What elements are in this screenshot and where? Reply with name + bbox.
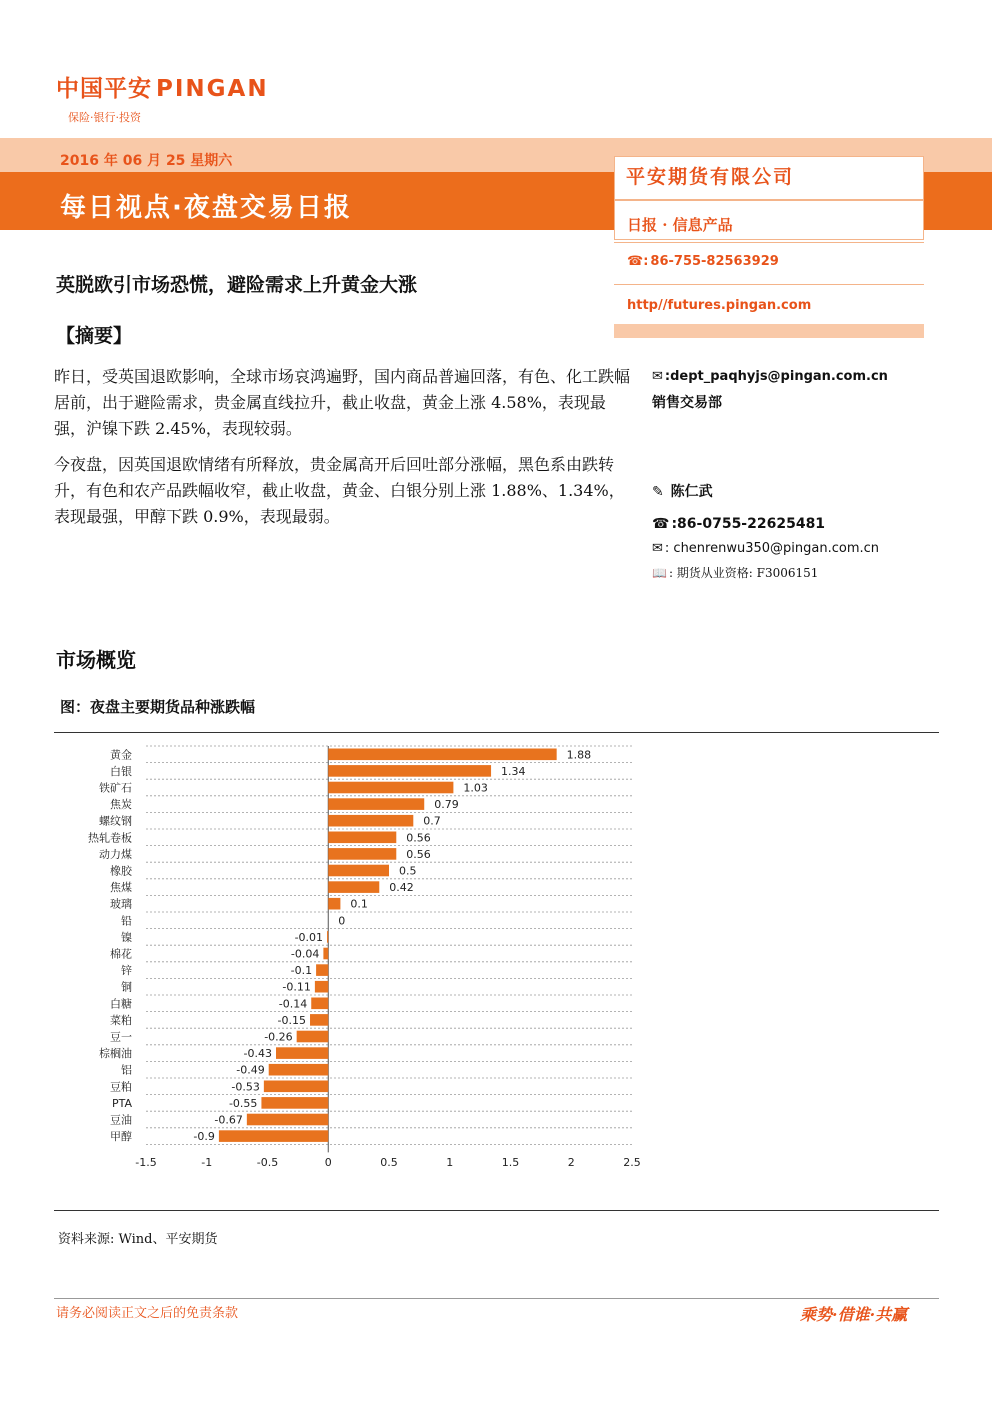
category-label: 棕榈油	[99, 1047, 132, 1061]
category-label: 铜	[121, 980, 132, 994]
analyst-phone	[652, 516, 825, 532]
chart-bar	[323, 948, 328, 960]
figure-rule-top	[54, 732, 939, 733]
data-label: -0.15	[277, 1013, 307, 1027]
envelope-icon: ✉	[652, 369, 663, 384]
chart-bar	[328, 898, 340, 910]
abstract-paragraph-1: 昨日，受英国退欧影响，全球市场哀鸿遍野，国内商品普遍回落，有色、化工跌幅居前，出于避险需求，贵金属直线拉升，截止收盘，黄金上涨 4.58%，表现最强，沪镍下跌 2.45%，表现较弱。	[54, 367, 631, 438]
tick-label: 1.5	[501, 1156, 520, 1169]
data-label: 1.03	[463, 781, 488, 795]
category-label: 白银	[110, 764, 132, 778]
company-name: 平安期货有限公司	[626, 166, 795, 188]
data-label: -0.43	[243, 1047, 273, 1061]
chart-bar	[269, 1064, 329, 1076]
analyst-email-text: : chenrenwu350@pingan.com.cn	[664, 541, 879, 556]
chart-bar	[328, 782, 453, 794]
category-label: 橡胶	[110, 864, 132, 878]
company-phone	[627, 254, 779, 269]
category-label: 黄金	[110, 748, 132, 762]
category-label: 菜粕	[110, 1013, 132, 1027]
data-label: 1.88	[566, 748, 592, 762]
divider	[614, 242, 924, 243]
slogan: 乘势·借谁·共赢	[800, 1305, 908, 1324]
data-label: 0.1	[350, 897, 368, 911]
tick-label: 1	[446, 1156, 454, 1169]
divider-band	[614, 324, 924, 338]
tick-label: 2	[567, 1156, 575, 1169]
category-label: 豆油	[110, 1113, 132, 1127]
chart-bar	[264, 1081, 328, 1093]
chart-bar	[311, 998, 328, 1010]
chart-bar	[310, 1014, 328, 1026]
data-label: -0.26	[264, 1030, 293, 1044]
envelope-icon: ✉	[652, 541, 663, 556]
category-label: 动力煤	[99, 847, 132, 861]
chart-bar	[327, 931, 328, 943]
category-label: 螺纹钢	[99, 814, 132, 828]
analyst-license	[652, 564, 818, 581]
tick-label: -1	[201, 1156, 213, 1169]
divider	[614, 284, 924, 285]
data-label: -0.49	[236, 1063, 265, 1077]
category-label: 甲醇	[110, 1130, 132, 1144]
chart-bar	[297, 1031, 329, 1043]
data-label: 0.56	[406, 831, 431, 845]
chart-bar	[316, 964, 328, 976]
analyst-email[interactable]	[652, 541, 879, 556]
data-label: 0.5	[399, 864, 417, 878]
category-label: 热轧卷板	[88, 831, 132, 845]
book-icon: 📖	[652, 566, 667, 580]
chart-bar	[328, 749, 556, 761]
dept-email-text: :dept_paqhyjs@pingan.com.cn	[664, 369, 888, 384]
chart-bar	[328, 798, 424, 810]
headline: 英脱欧引市场恐慌，避险需求上升黄金大涨	[56, 274, 418, 296]
category-label: 焦煤	[110, 881, 132, 895]
category-label: 玻璃	[110, 897, 132, 911]
data-label: 0.7	[423, 814, 441, 828]
chart-bar	[247, 1114, 328, 1126]
figure-title: 图：夜盘主要期货品种涨跌幅	[60, 698, 256, 716]
data-label: -0.9	[193, 1130, 215, 1144]
chart-bar	[328, 865, 389, 877]
disclaimer-link[interactable]: 请务必阅读正文之后的免责条款	[56, 1306, 239, 1321]
source-note: 资料来源: Wind、平安期货	[58, 1232, 218, 1247]
chart-svg	[54, 734, 939, 1208]
data-label: 0.79	[434, 798, 459, 812]
logo-en: PINGAN	[156, 76, 269, 102]
data-label: -0.14	[278, 997, 308, 1011]
tick-label: 0	[324, 1156, 332, 1169]
analyst-license-text: : 期货从业资格: F3006151	[668, 566, 819, 580]
category-label: 铅	[121, 914, 132, 928]
product-type: 日报 · 信息产品	[627, 216, 733, 234]
chart-bar	[328, 848, 396, 860]
category-label: 豆粕	[110, 1080, 132, 1094]
data-label: 0	[338, 914, 346, 928]
category-label: 锌	[121, 964, 132, 978]
data-label: -0.53	[231, 1080, 260, 1094]
abstract-heading: 【摘要】	[56, 325, 133, 347]
data-label: -0.11	[282, 980, 311, 994]
tick-label: 0.5	[380, 1156, 398, 1169]
category-label: 豆一	[110, 1030, 132, 1044]
futures-change-chart	[54, 734, 939, 1208]
phone-icon: ☎	[652, 516, 670, 532]
chart-bar	[276, 1047, 328, 1059]
analyst-name	[652, 481, 713, 501]
category-label: PTA	[111, 1096, 132, 1110]
category-label: 铝	[121, 1063, 132, 1077]
chart-bar	[328, 881, 379, 893]
section-title: 市场概览	[56, 648, 136, 672]
chart-bar	[328, 832, 396, 844]
analyst-name-text: 陈仁武	[670, 484, 713, 500]
chart-bar	[261, 1097, 328, 1109]
pingan-logo	[56, 70, 269, 125]
data-label: -0.55	[228, 1096, 258, 1110]
data-label: -0.67	[214, 1113, 243, 1127]
footer-rule	[54, 1298, 939, 1299]
report-date: 2016 年 06 月 25 星期六	[60, 153, 233, 169]
data-label: -0.1	[290, 964, 313, 978]
category-label: 镍	[121, 930, 132, 944]
logo-cn: 中国平安	[56, 76, 152, 102]
chart-bar	[328, 765, 491, 777]
tick-label: 2.5	[623, 1156, 641, 1169]
logo-text	[56, 70, 269, 103]
data-label: 0.56	[406, 847, 431, 861]
category-label: 棉花	[110, 947, 132, 961]
data-label: -0.04	[290, 947, 320, 961]
dept-name: 销售交易部	[652, 395, 722, 411]
chart-bar	[315, 981, 328, 993]
data-label: -0.01	[294, 930, 324, 944]
abstract-paragraph-2: 今夜盘，因英国退欧情绪有所释放，贵金属高开后回吐部分涨幅，黑色系由跌转升，有色和农产品跌幅收窄，截止收盘，黄金、白银分别上涨 1.88%、1.34%，表现最强，甲醇下跌 0.9%，表现最弱。	[54, 455, 625, 526]
figure-rule-bottom	[54, 1210, 939, 1211]
pen-icon: ✎	[652, 484, 664, 500]
tick-label: -0.5	[256, 1156, 279, 1169]
company-phone-text: 86-755-82563929	[650, 254, 779, 269]
company-url[interactable]: http//futures.pingan.com	[627, 298, 812, 313]
phone-icon: ☎:	[627, 254, 649, 269]
tick-label: -1.5	[135, 1156, 157, 1169]
category-label: 焦炭	[110, 798, 132, 812]
data-label: 1.34	[501, 764, 526, 778]
chart-bar	[328, 815, 413, 827]
chart-bar	[219, 1130, 328, 1142]
dept-email[interactable]	[652, 369, 888, 384]
divider	[614, 199, 924, 201]
report-title: 每日视点·夜盘交易日报	[60, 193, 352, 223]
logo-subtitle: 保险·银行·投资	[68, 111, 141, 124]
data-label: 0.42	[389, 881, 414, 895]
category-label: 白糖	[110, 997, 132, 1011]
category-label: 铁矿石	[99, 781, 132, 795]
analyst-phone-text: :86-0755-22625481	[671, 516, 826, 532]
